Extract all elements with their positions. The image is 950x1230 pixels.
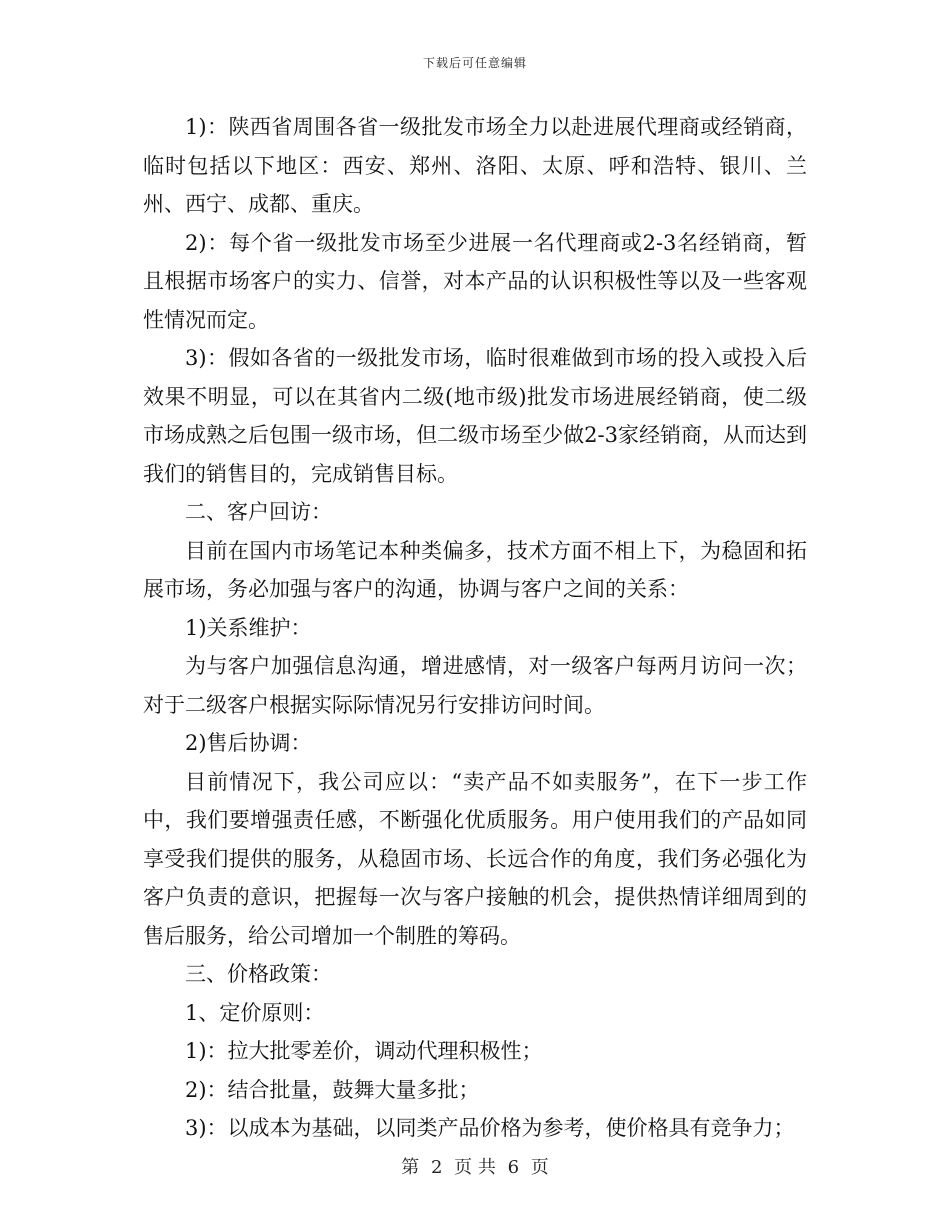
paragraph-5: 目前在国内市场笔记本种类偏多，技术方面不相上下，为稳固和拓展市场，务必加强与客户的沟通，协调与客户之间的关系：: [143, 538, 807, 601]
list-item-2: 2)：结合批量，鼓舞大量多批；: [185, 1077, 480, 1102]
list-item-3: 3)：以成本为基础，以同类产品价格为参考，使价格具有竞争力；: [185, 1116, 795, 1140]
paragraph-9: 目前情况下，我公司应以：“卖产品不如卖服务”，在下一步工作中，我们要增强责任感，不断强化优质服务。用户使用我们的产品如同享受我们提供的服务，从稳固市场、长远合作的角度，我们务必强化为客户负责的意识，把握每一次与客户接触的机会，提供热情详细周到的售后服务，给公司增加一个制胜的筹码。: [143, 769, 807, 948]
subheading-pricing-principle: 1、定价原则：: [185, 1000, 325, 1025]
list-item-1: 1)：拉大批零差价，调动代理积极性；: [185, 1039, 543, 1063]
paragraph-3: 3)：假如各省的一级批发市场，临时很难做到市场的投入或投入后效果不明显，可以在其省内二级(地市级)批发市场进展经销商，使二级市场成熟之后包围一级市场，但二级市场至少做2-3家经销商，从而达到我们的销售目的，完成销售目标。: [143, 346, 807, 486]
section-heading-customer-visit: 二、客户回访：: [185, 500, 332, 524]
paragraph-7: 为与客户加强信息沟通，增进感情，对一级客户每两月访问一次；对于二级客户根据实际际情况另行安排访问时间。: [143, 654, 807, 717]
subheading-after-sales: 2)售后协调：: [185, 731, 312, 755]
page-header: 下载后可任意编辑: [422, 56, 527, 70]
footer-suffix: 页: [530, 1157, 549, 1178]
paragraph-1: 1)：陕西省周围各省一级批发市场全力以赴进展代理商或经销商，临时包括以下地区：西安、郑州、洛阳、太原、呼和浩特、银川、兰州、西宁、成都、重庆。: [143, 115, 807, 216]
paragraph-2: 2)：每个省一级批发市场至少进展一名代理商或2-3名经销商，暂且根据市场客户的实力、信誉，对本产品的认识积极性等以及一些客观性情况而定。: [143, 230, 807, 332]
footer-prefix: 第: [401, 1157, 420, 1178]
section-heading-pricing: 三、价格政策：: [185, 962, 332, 986]
subheading-relationship: 1)关系维护：: [185, 615, 312, 640]
footer-total-pages: 6: [507, 1157, 520, 1178]
footer-middle: 页 共: [454, 1157, 496, 1178]
page-footer: [0, 1153, 950, 1179]
document-body: [143, 108, 807, 1148]
footer-page-number: 2: [430, 1157, 443, 1178]
